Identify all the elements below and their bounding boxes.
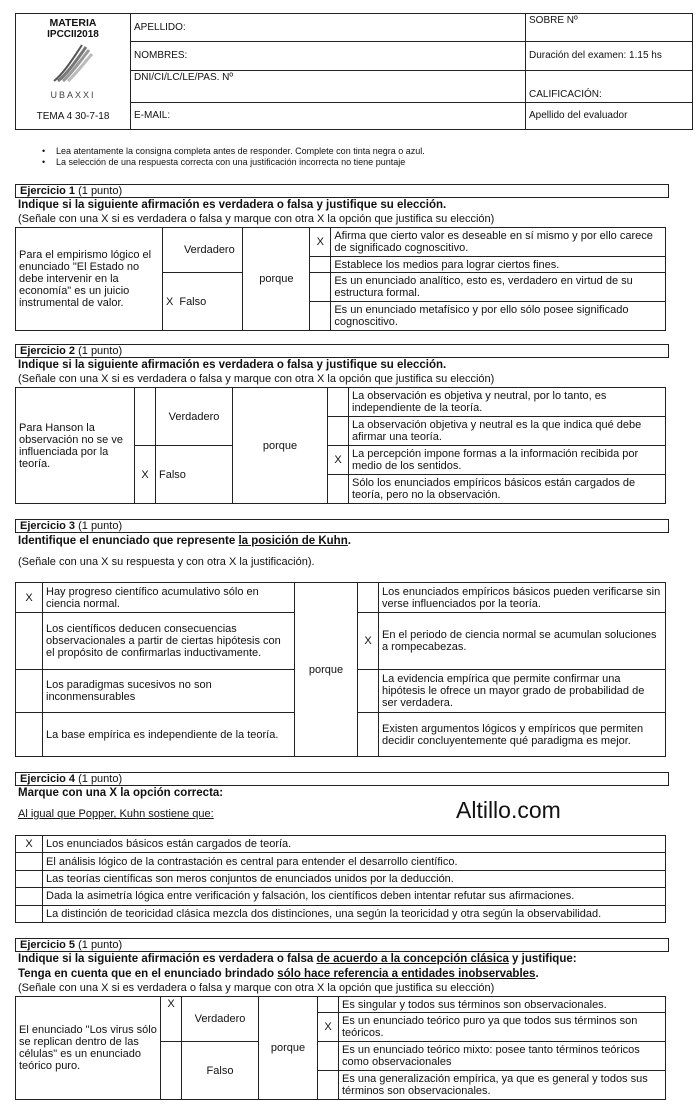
exercise-1-option-mark[interactable] <box>310 302 331 331</box>
exercise-3-table <box>15 582 666 757</box>
exercise-3-left-option: La base empírica es independiente de la teoría. <box>43 713 295 757</box>
exercise-2-verdadero-mark[interactable] <box>135 388 156 446</box>
exercise-2-subinstruction: (Señale con una X si es verdadera o falsa y marque con otra X la opción que justifica su elección) <box>18 373 495 385</box>
exercise-5-option-mark[interactable] <box>318 997 339 1013</box>
exercise-5-instruction-2: Tenga en cuenta que en el enunciado brindado sólo hace referencia a entidades inobservables. <box>18 968 539 980</box>
exercise-2-option: La observación es objetiva y neutral, por lo tanto, es independiente de la teoría. <box>349 388 666 417</box>
exercise-4-title: Ejercicio 4 (1 punto) <box>15 772 669 786</box>
exercise-3-right-option: En el periodo de ciencia normal se acumulan soluciones a rompecabezas. <box>379 613 666 670</box>
exercise-3-title: Ejercicio 3 (1 punto) <box>15 519 669 533</box>
logo-text: UBAXXI <box>50 90 96 100</box>
exercise-1-verdadero[interactable]: Verdadero <box>176 228 243 273</box>
exercise-2-option: Sólo los enunciados empíricos básicos están cargados de teoría, pero no la observación. <box>349 475 666 504</box>
exercise-2-option: La percepción impone formas a la información recibida por medio de los sentidos. <box>349 446 666 475</box>
uba-logo-icon <box>48 43 98 85</box>
exercise-1-table <box>15 227 666 331</box>
exercise-2-porque: porque <box>233 388 328 504</box>
exercise-3-subinstruction: (Señale con una X su respuesta y con otra X la justificación). <box>18 556 315 568</box>
materia-label: MATERIA <box>49 17 97 29</box>
exercise-1-falso-mark[interactable]: X <box>163 273 177 331</box>
exercise-1-subinstruction: (Señale con una X si es verdadera o falsa y marque con otra X la opción que justifica su elección) <box>18 213 495 225</box>
exercise-3-left-mark[interactable] <box>16 613 43 670</box>
exercise-1-option: Es un enunciado metafísico y por ello sólo posee significado cognoscitivo. <box>331 302 666 331</box>
exercise-5-subinstruction: (Señale con una X si es verdadera o falsa y marque con otra X la opción que justifica su elección) <box>18 982 495 994</box>
exercise-3-porque: porque <box>295 583 358 757</box>
exercise-2-option-mark[interactable]: X <box>328 446 349 475</box>
exercise-5-option-mark[interactable]: X <box>318 1013 339 1042</box>
exercise-1-porque: porque <box>243 228 310 331</box>
exercise-4-option-mark[interactable] <box>16 870 43 887</box>
exercise-5-statement: El enunciado "Los virus sólo se replican dentro de las células" es un enunciado teórico puro. <box>16 997 161 1100</box>
exercise-1-verdadero-mark[interactable] <box>163 228 177 273</box>
exercise-3-instruction: Identifique el enunciado que represente la posición de Kuhn. <box>18 535 351 547</box>
exercise-2-verdadero[interactable]: Verdadero <box>156 388 233 446</box>
tema-label: TEMA 4 30-7-18 <box>36 111 110 122</box>
exercise-1-option-mark[interactable] <box>310 273 331 302</box>
exercise-5-verdadero[interactable]: Verdadero <box>182 997 259 1042</box>
exercise-4-instruction: Marque con una X la opción correcta: <box>18 787 224 799</box>
exercise-4-option: El análisis lógico de la contrastación es central para entender el desarrollo científico. <box>43 853 666 870</box>
evaluador-field[interactable]: Apellido del evaluador <box>526 102 693 129</box>
exercise-5-instruction: Indique si la siguiente afirmación es verdadera o falsa de acuerdo a la concepción clásica y justifique: <box>18 953 577 965</box>
instructions-list <box>42 146 682 168</box>
exercise-4-option: La distinción de teoricidad clásica mezcla dos distinciones, una según la teoricidad y otra según la observabilidad. <box>43 905 666 922</box>
exercise-2-option-mark[interactable] <box>328 475 349 504</box>
exercise-3-left-mark[interactable] <box>16 670 43 713</box>
exercise-2-falso-mark[interactable]: X <box>135 446 156 504</box>
exercise-2-falso[interactable]: Falso <box>156 446 233 504</box>
exercise-5-option-mark[interactable] <box>318 1042 339 1071</box>
exercise-3-right-option: Existen argumentos lógicos y empíricos que permiten decidir concluyentemente qué paradigma es mejor. <box>379 713 666 757</box>
exercise-4-table <box>15 835 666 923</box>
exercise-5-option: Es una generalización empírica, ya que es general y todos sus términos son observacionales. <box>339 1071 666 1100</box>
exercise-5-option-mark[interactable] <box>318 1071 339 1100</box>
exercise-4-lead: Al igual que Popper, Kuhn sostiene que: <box>18 808 214 820</box>
instruction-item: • Lea atentamente la consigna completa antes de responder. Complete con tinta negra o azul. <box>42 146 425 156</box>
email-field[interactable]: E-MAIL: <box>131 102 526 129</box>
exercise-1-option: Establece los medios para lograr ciertos fines. <box>331 256 666 272</box>
exercise-5-title: Ejercicio 5 (1 punto) <box>15 938 669 952</box>
exercise-1-instruction: Indique si la siguiente afirmación es verdadera o falsa y justifique su elección. <box>18 199 447 211</box>
exercise-3-right-option: Los enunciados empíricos básicos pueden verificarse sin verse influenciados por la teoría. <box>379 583 666 613</box>
instruction-item: • La selección de una respuesta correcta con una justificación incorrecta no tiene puntaje <box>42 157 406 167</box>
exercise-5-option: Es un enunciado teórico mixto: posee tanto términos teóricos como observacionales <box>339 1042 666 1071</box>
exercise-3-right-mark[interactable] <box>358 670 379 713</box>
exercise-5-option: Es un enunciado teórico puro ya que todos sus términos son teóricos. <box>339 1013 666 1042</box>
watermark: Altillo.com <box>456 797 561 823</box>
exercise-1-falso[interactable]: Falso <box>176 273 243 331</box>
header-table <box>15 13 693 130</box>
exercise-3-left-mark[interactable] <box>16 713 43 757</box>
calificacion-field[interactable]: CALIFICACIÓN: <box>526 71 693 102</box>
exercise-4-option: Dada la asimetría lógica entre verificación y falsación, los científicos deben intentar refutar sus afirmaciones. <box>43 888 666 905</box>
exercise-5-falso[interactable]: Falso <box>182 1042 259 1100</box>
exercise-5-table <box>15 996 666 1100</box>
exercise-3-right-mark[interactable]: X <box>358 613 379 670</box>
exercise-1-option: Afirma que cierto valor es deseable en sí mismo y por ello carece de significado cognoscitivo. <box>331 228 666 257</box>
materia-code: IPCCII2018 <box>47 29 99 40</box>
exercise-2-option-mark[interactable] <box>328 417 349 446</box>
exercise-3-left-option: Los científicos deducen consecuencias observacionales a partir de ciertas hipótesis con el propósito de confirmarlas inductivamente. <box>43 613 295 670</box>
exercise-5-porque: porque <box>259 997 318 1100</box>
exercise-4-option-mark[interactable] <box>16 853 43 870</box>
exercise-1-title: Ejercicio 1 (1 punto) <box>15 184 669 198</box>
nombres-field[interactable]: NOMBRES: <box>131 42 526 71</box>
exercise-3-right-option: La evidencia empírica que permite confirmar una hipótesis le ofrece un mayor grado de probabilidad de ser verdadera. <box>379 670 666 713</box>
exercise-4-option-mark[interactable] <box>16 905 43 922</box>
sobre-field[interactable]: SOBRE Nº <box>526 14 693 42</box>
exercise-3-right-mark[interactable] <box>358 583 379 613</box>
materia-cell <box>16 14 131 130</box>
exercise-2-statement: Para Hanson la observación no se ve influenciada por la teoría. <box>16 388 135 504</box>
exercise-5-falso-mark[interactable] <box>161 1042 182 1100</box>
exercise-5-option: Es singular y todos sus términos son observacionales. <box>339 997 666 1013</box>
exercise-1-option-mark[interactable] <box>310 256 331 272</box>
exercise-3-left-mark[interactable]: X <box>16 583 43 613</box>
exercise-1-option: Es un enunciado analítico, esto es, verdadero en virtud de su estructura formal. <box>331 273 666 302</box>
exercise-4-option-mark[interactable] <box>16 888 43 905</box>
dni-field[interactable]: DNI/CI/LC/LE/PAS. Nº <box>131 71 526 102</box>
exercise-1-statement: Para el empirismo lógico el enunciado "El Estado no debe intervenir en la economía" es un juicio instrumental de valor. <box>16 228 163 331</box>
exercise-2-title: Ejercicio 2 (1 punto) <box>15 344 669 358</box>
exercise-3-left-option: Los paradigmas sucesivos no son inconmensurables <box>43 670 295 713</box>
exercise-2-instruction: Indique si la siguiente afirmación es verdadera o falsa y justifique su elección. <box>18 359 447 371</box>
exercise-3-left-option: Hay progreso científico acumulativo sólo en ciencia normal. <box>43 583 295 613</box>
exercise-2-table <box>15 387 666 504</box>
exercise-5-verdadero-mark[interactable]: X <box>161 997 182 1042</box>
exercise-4-option: Las teorías científicas son meros conjuntos de enunciados unidos por la deducción. <box>43 870 666 887</box>
exercise-4-option-mark[interactable]: X <box>16 836 43 853</box>
exercise-2-option: La observación objetiva y neutral es la que indica qué debe afirmar una teoría. <box>349 417 666 446</box>
duracion-label: Duración del examen: 1.15 hs <box>526 42 693 71</box>
exercise-4-option: Los enunciados básicos están cargados de teoría. <box>43 836 666 853</box>
exercise-1-option-mark[interactable]: X <box>310 228 331 257</box>
apellido-field[interactable]: APELLIDO: <box>131 14 526 42</box>
exercise-3-right-mark[interactable] <box>358 713 379 757</box>
exercise-2-option-mark[interactable] <box>328 388 349 417</box>
